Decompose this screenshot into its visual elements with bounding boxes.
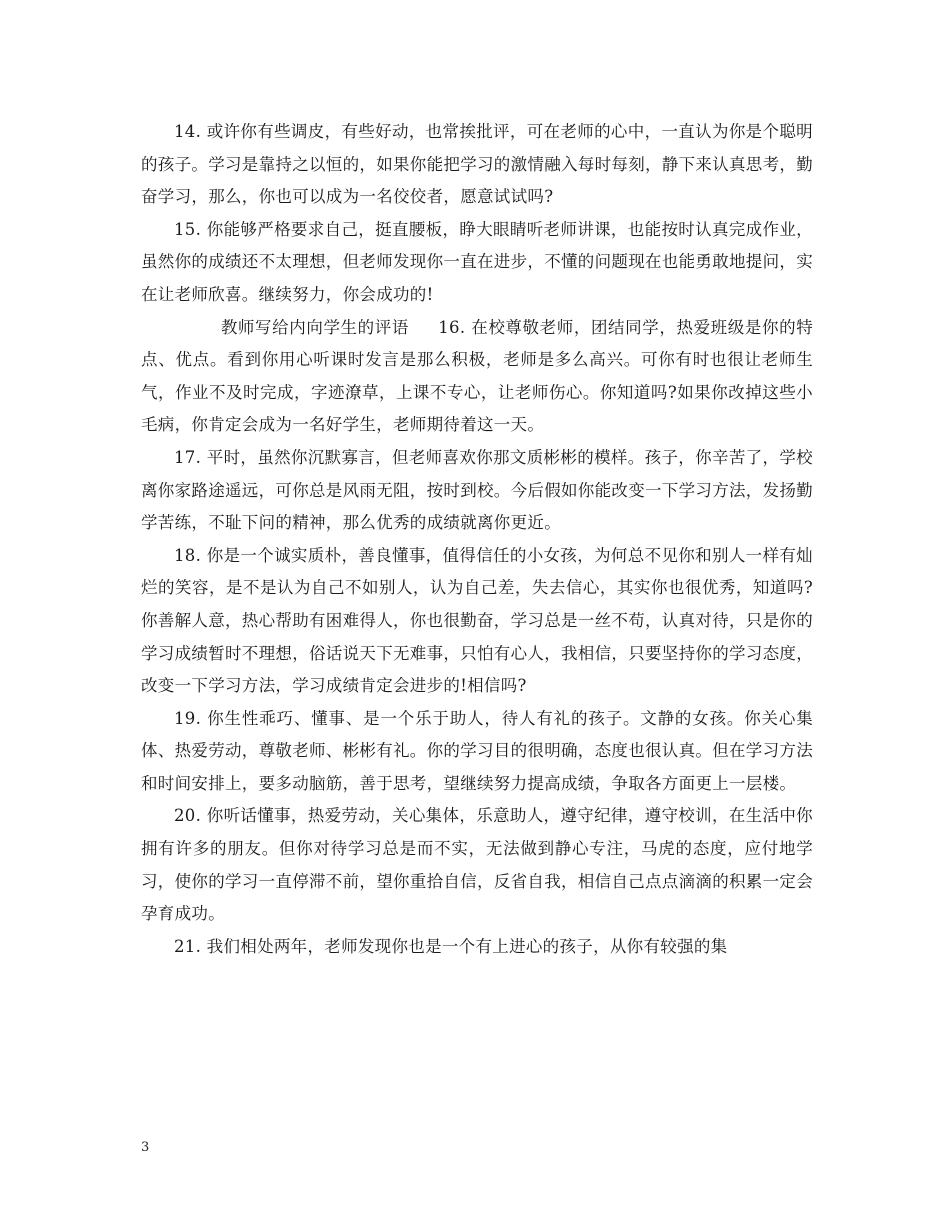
- paragraph-15: 15. 你能够严格要求自己，挺直腰板，睁大眼睛听老师讲课，也能按时认真完成作业，虽然你的成绩还不太理想，但老师发现你一直在进步，不懂的问题现在也能勇敢地提问，实在让老师欣喜。继续努力，你会成功的!: [141, 219, 813, 304]
- paragraph-20: 20. 你听话懂事，热爱劳动，关心集体，乐意助人，遵守纪律，遵守校训，在生活中你拥有许多的朋友。但你对待学习总是而不实，无法做到静心专注，马虎的态度，应付地学习，使你的学习一直停滞不前，望你重拾自信，反省自我，相信自己点点滴滴的积累一定会孕育成功。: [141, 806, 813, 924]
- paragraph-18: 18. 你是一个诚实质朴，善良懂事，值得信任的小女孩，为何总不见你和别人一样有灿烂的笑容，是不是认为自己不如别人，认为自己差，失去信心，其实你也很优秀，知道吗?你善解人意，热心帮助有困难得人，你也很勤奋，学习总是一丝不苟，认真对待，只是你的学习成绩暂时不理想，俗话说天下无难事，只怕有心人，我相信，只要坚持你的学习态度，改变一下学习方法，学习成绩肯定会进步的!相信吗?: [141, 545, 813, 696]
- page-number: 3: [141, 1140, 150, 1155]
- paragraph-21: 21. 我们相处两年，老师发现你也是一个有上进心的孩子，从你有较强的集: [174, 936, 728, 956]
- document-body: [141, 116, 813, 963]
- paragraph-16: 教师写给内向学生的评语 16. 在校尊敬老师，团结同学，热爱班级是你的特点、优点。看到你用心听课时发言是那么积极，老师是多么高兴。可你有时也很让老师生气，作业不及时完成，字迹潦草，上课不专心，让老师伤心。你知道吗?如果你改掉这些小毛病，你肯定会成为一名好学生，老师期待着这一天。: [141, 317, 814, 435]
- paragraph-17: 17. 平时，虽然你沉默寡言，但老师喜欢你那文质彬彬的模样。孩子，你辛苦了，学校离你家路途遥远，可你总是风雨无阻，按时到校。今后假如你能改变一下学习方法，发扬勤学苦练，不耻下问的精神，那么优秀的成绩就离你更近。: [141, 447, 813, 533]
- paragraph-19: 19. 你生性乖巧、懂事、是一个乐于助人，待人有礼的孩子。文静的女孩。你关心集体、热爱劳动，尊敬老师、彬彬有礼。你的学习目的很明确，态度也很认真。但在学习方法和时间安排上，要多动脑筋，善于思考，望继续努力提高成绩，争取各方面更上一层楼。: [141, 708, 813, 793]
- paragraph-14: 14. 或许你有些调皮，有些好动，也常挨批评，可在老师的心中，一直认为你是个聪明的孩子。学习是靠持之以恒的，如果你能把学习的激情融入每时每刻，静下来认真思考，勤奋学习，那么，你也可以成为一名佼佼者，愿意试试吗?: [141, 122, 813, 207]
